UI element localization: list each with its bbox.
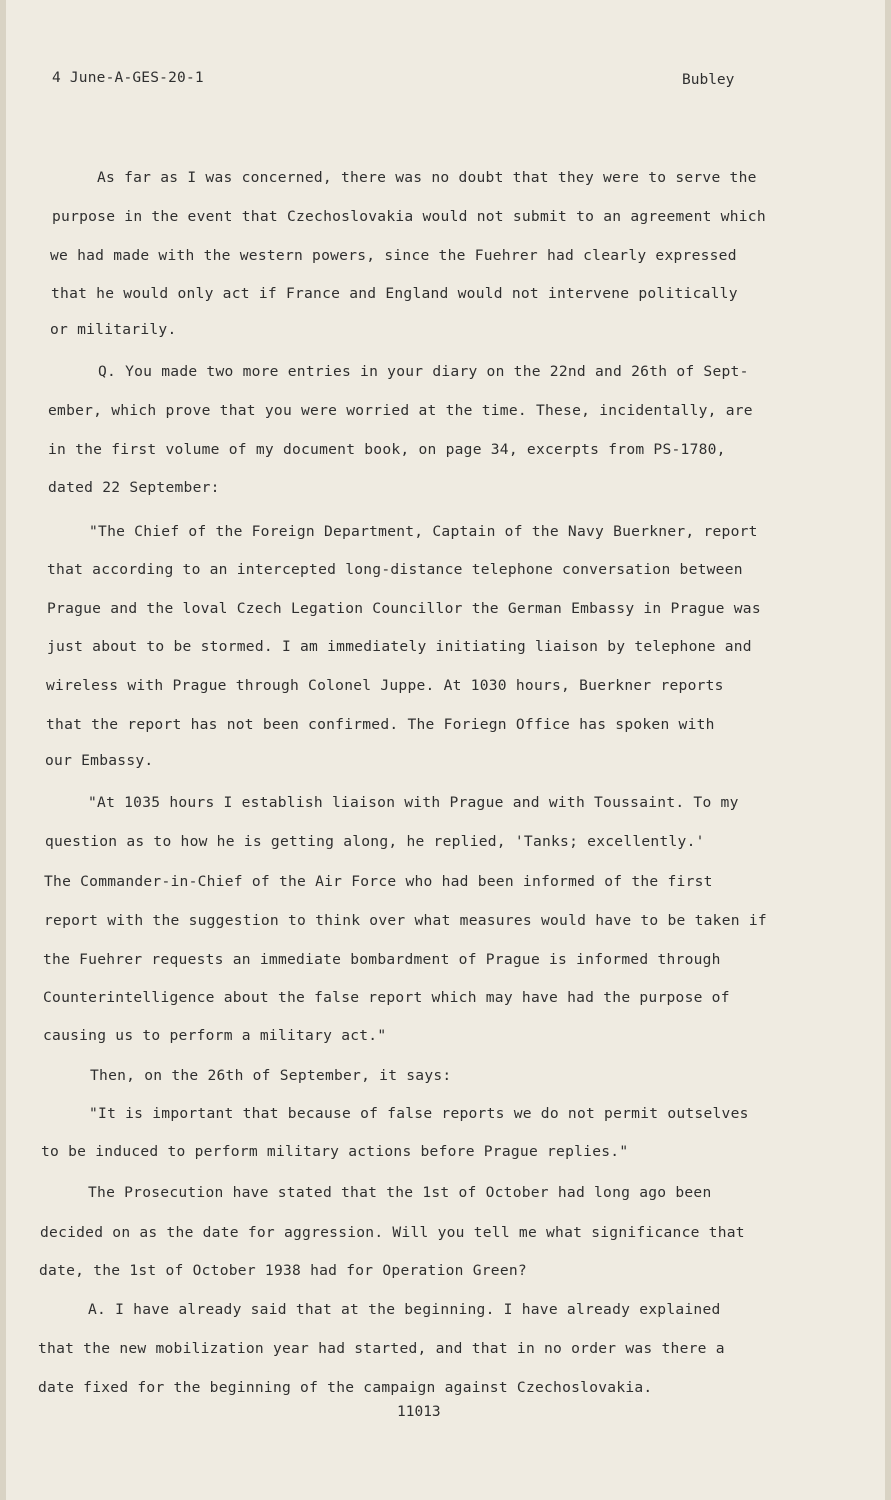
body-line-23: causing us to perform a military act.": [43, 1027, 387, 1044]
body-line-22: Counterintelligence about the false report which may have had the purpose of: [43, 989, 730, 1006]
body-line-4: that he would only act if France and England would not intervene politically: [51, 285, 738, 302]
body-line-7: ember, which prove that you were worried at the time. These, incidentally, are: [48, 402, 753, 419]
body-line-24: Then, on the 26th of September, it says:: [90, 1067, 452, 1084]
body-line-12: Prague and the loval Czech Legation Councillor the German Embassy in Prague was: [47, 600, 761, 617]
body-line-29: date, the 1st of October 1938 had for Operation Green?: [39, 1262, 527, 1279]
body-line-21: the Fuehrer requests an immediate bombardment of Prague is informed through: [43, 951, 721, 968]
body-line-1: As far as I was concerned, there was no doubt that they were to serve the: [97, 169, 757, 186]
body-line-19: The Commander-in-Chief of the Air Force who had been informed of the first: [44, 873, 713, 890]
body-line-31: that the new mobilization year had started, and that in no order was there a: [38, 1340, 725, 1357]
typist-name: Bubley: [682, 72, 735, 88]
page-number: 11013: [397, 1404, 441, 1420]
body-line-8: in the first volume of my document book, on page 34, excerpts from PS-1780,: [48, 441, 726, 458]
body-line-20: report with the suggestion to think over what measures would have to be taken if: [44, 912, 767, 929]
body-line-14: wireless with Prague through Colonel Juppe. At 1030 hours, Buerkner reports: [46, 677, 724, 694]
document-reference: 4 June-A-GES-20-1: [52, 70, 204, 86]
body-line-17: "At 1035 hours I establish liaison with Prague and with Toussaint. To my: [88, 794, 739, 811]
body-line-26: to be induced to perform military actions before Prague replies.": [41, 1143, 629, 1160]
body-line-5: or militarily.: [50, 321, 177, 338]
body-line-10: "The Chief of the Foreign Department, Captain of the Navy Buerkner, report: [89, 523, 758, 540]
body-line-25: "It is important that because of false reports we do not permit outselves: [89, 1105, 749, 1122]
body-line-30: A. I have already said that at the beginning. I have already explained: [88, 1301, 721, 1318]
body-line-13: just about to be stormed. I am immediately initiating liaison by telephone and: [47, 638, 752, 655]
body-line-28: decided on as the date for aggression. Will you tell me what significance that: [40, 1224, 745, 1241]
page-left-edge: [0, 0, 6, 1500]
body-line-6: Q. You made two more entries in your diary on the 22nd and 26th of Sept-: [98, 363, 749, 380]
body-line-32: date fixed for the beginning of the campaign against Czechoslovakia.: [38, 1379, 653, 1396]
body-line-18: question as to how he is getting along, he replied, 'Tanks; excellently.': [45, 833, 705, 850]
page-right-edge: [885, 0, 891, 1500]
body-line-3: we had made with the western powers, since the Fuehrer had clearly expressed: [50, 247, 737, 264]
body-line-27: The Prosecution have stated that the 1st of October had long ago been: [88, 1184, 712, 1201]
body-line-16: our Embassy.: [45, 752, 154, 769]
body-line-9: dated 22 September:: [48, 479, 220, 496]
body-line-2: purpose in the event that Czechoslovakia would not submit to an agreement which: [52, 208, 766, 225]
body-line-15: that the report has not been confirmed. The Foriegn Office has spoken with: [46, 716, 715, 733]
body-line-11: that according to an intercepted long-distance telephone conversation between: [47, 561, 743, 578]
